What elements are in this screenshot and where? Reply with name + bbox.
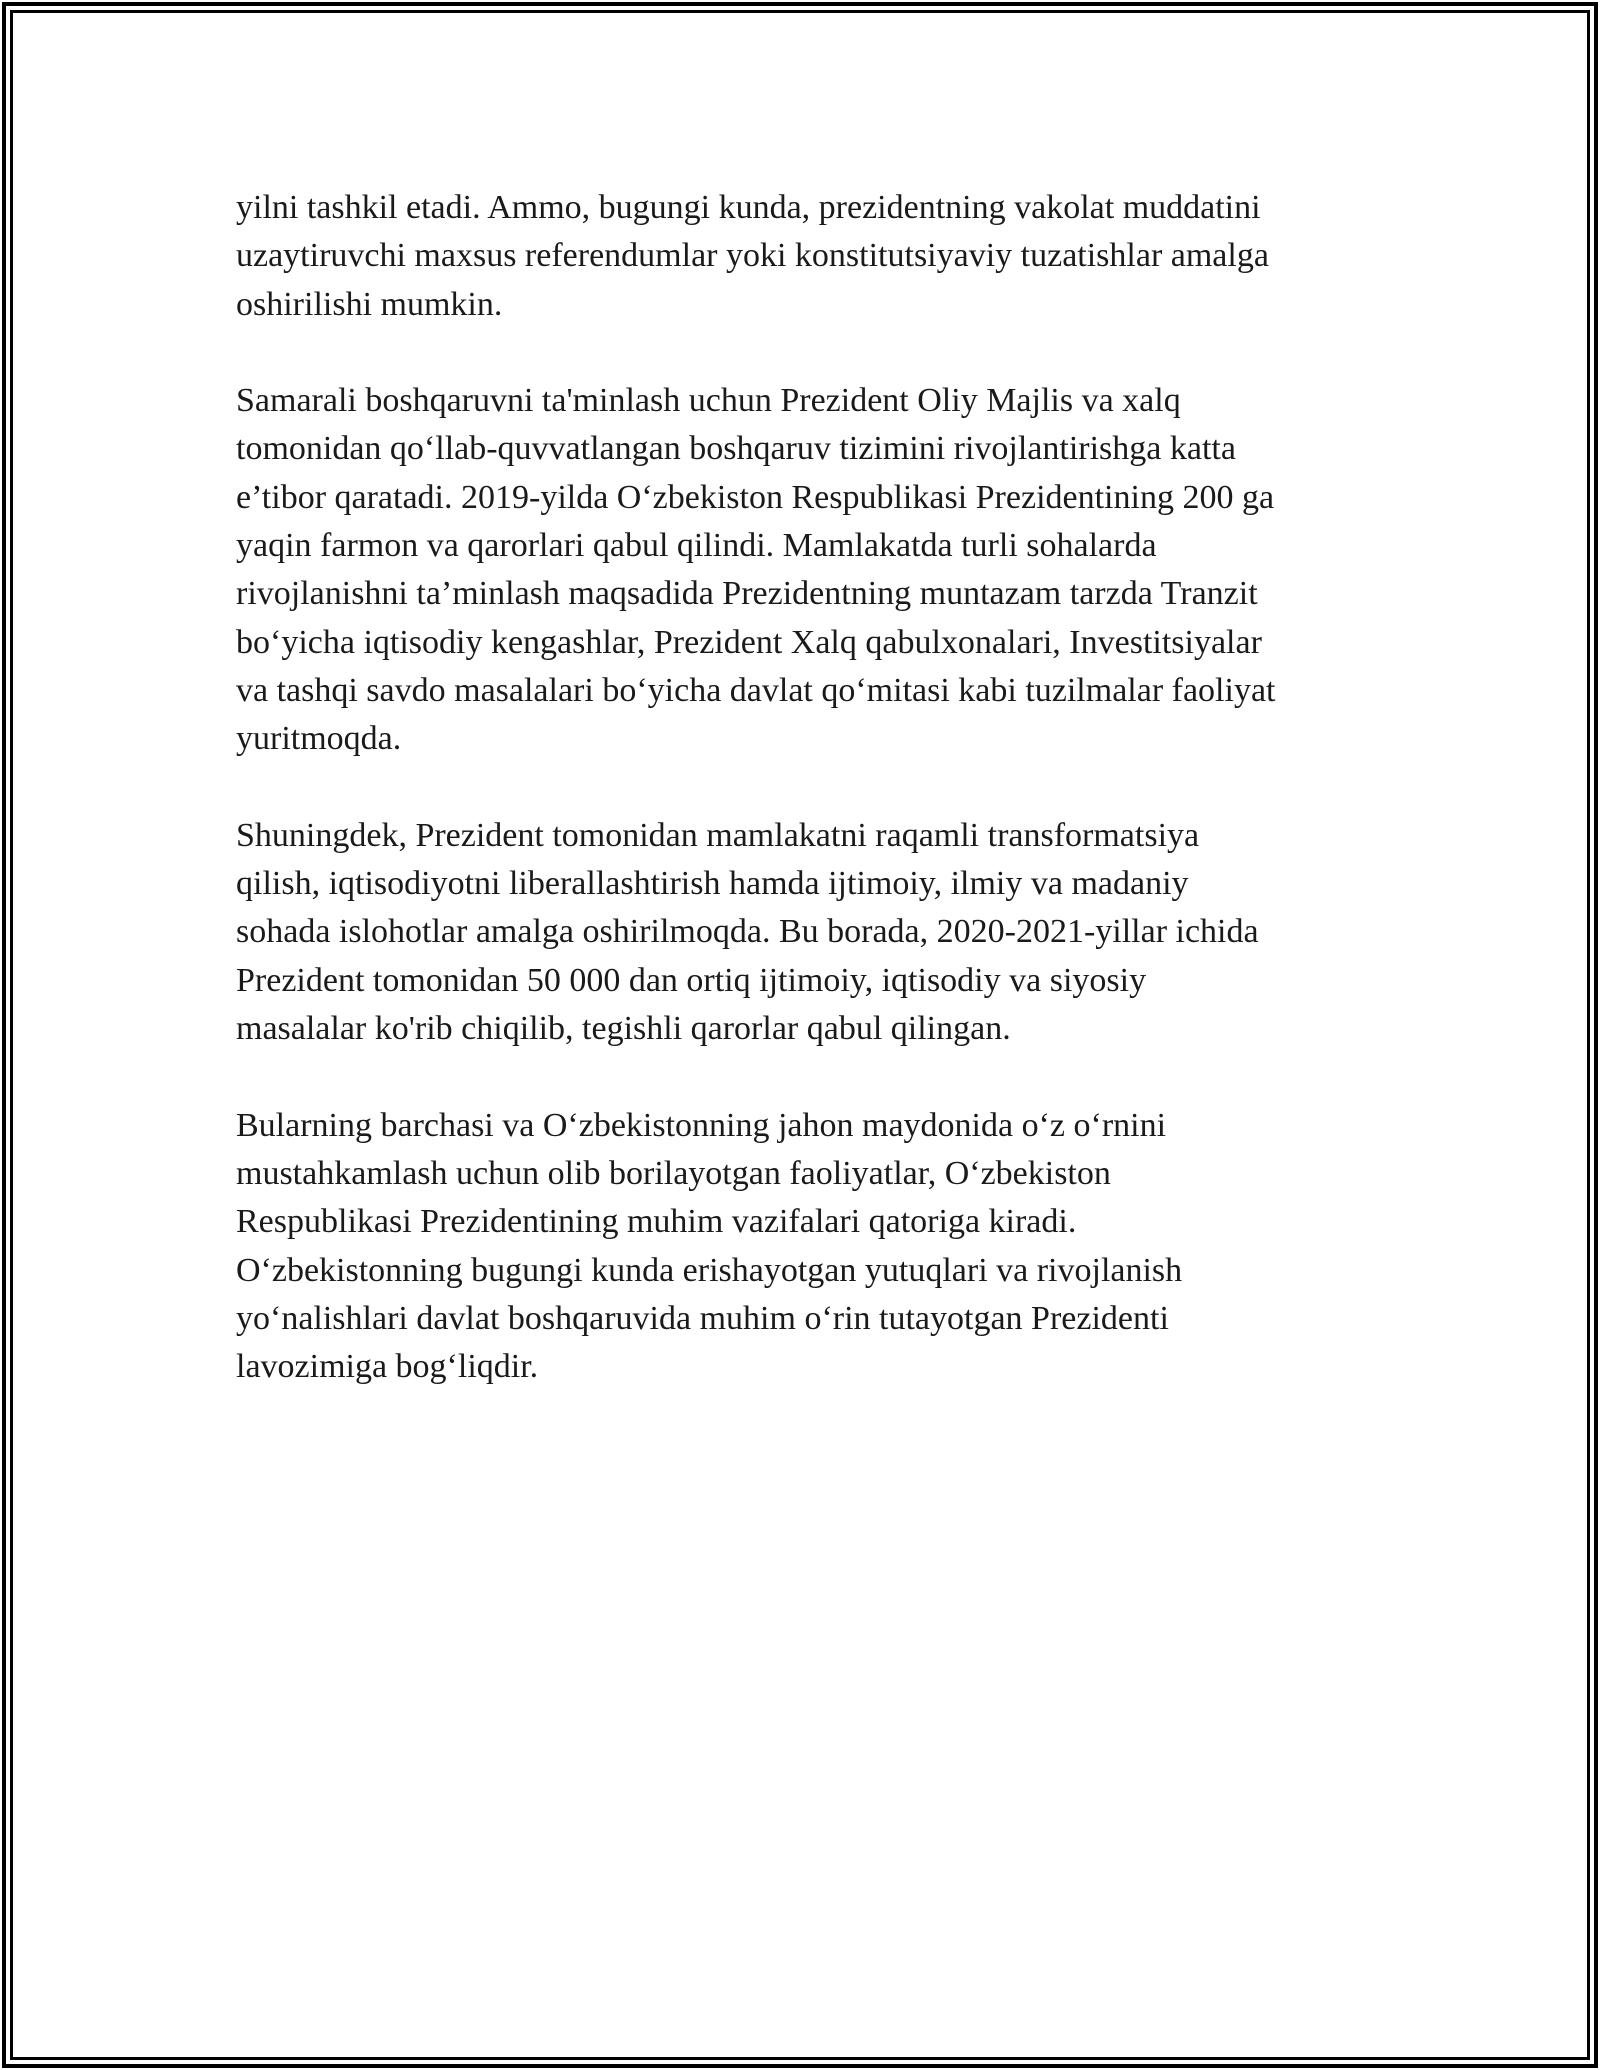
paragraph-line: lavozimiga bog‘liqdir. — [236, 1348, 539, 1386]
paragraph-line: masalalar ko'rib chiqilib, tegishli qarorlar qabul qilingan. — [236, 1010, 1011, 1048]
paragraph-line: Bularning barchasi va O‘zbekistonning jahon maydonida o‘z o‘rnini — [236, 1106, 1167, 1144]
paragraph-line: sohada islohotlar amalga oshirilmoqda. Bu borada, 2020-2021-yillar ichida — [236, 913, 1259, 951]
paragraph-1 — [236, 184, 1376, 329]
paragraph-line: Samarali boshqaruvni ta'minlash uchun Prezident Oliy Majlis va xalq — [236, 382, 1181, 420]
paragraph-line: Prezident tomonidan 50 000 dan ortiq ijtimoiy, iqtisodiy va siyosiy — [236, 961, 1147, 999]
paragraph-line: qilish, iqtisodiyotni liberallashtirish hamda ijtimoiy, ilmiy va madaniy — [236, 865, 1189, 903]
paragraph-line: e’tibor qaratadi. 2019-yilda O‘zbekiston Respublikasi Prezidentining 200 ga — [236, 478, 1275, 516]
paragraph-line: mustahkamlash uchun olib borilayotgan faoliyatlar, O‘zbekiston — [236, 1154, 1111, 1192]
paragraph-line: yuritmoqda. — [236, 720, 402, 758]
paragraph-3 — [236, 812, 1376, 1053]
paragraph-2 — [236, 377, 1376, 763]
paragraph-line: yilni tashkil etadi. Ammo, bugungi kunda, prezidentning vakolat muddatini — [236, 189, 1261, 226]
paragraph-line: O‘zbekistonning bugungi kunda erishayotgan yutuqlari va rivojlanish — [236, 1251, 1183, 1289]
paragraph-line: va tashqi savdo masalalari bo‘yicha davlat qo‘mitasi kabi tuzilmalar faoliyat — [236, 671, 1276, 709]
paragraph-line: bo‘yicha iqtisodiy kengashlar, Prezident Xalq qabulxonalari, Investitsiyalar — [236, 623, 1262, 661]
paragraph-line: yo‘nalishlari davlat boshqaruvida muhim o‘rin tutayotgan Prezidenti — [236, 1299, 1169, 1337]
paragraph-line: Respublikasi Prezidentining muhim vazifalari qatoriga kiradi. — [236, 1203, 1077, 1241]
paragraph-line: uzaytiruvchi maxsus referendumlar yoki konstitutsiyaviy tuzatishlar amalga — [236, 237, 1269, 275]
paragraph-4 — [236, 1102, 1376, 1392]
paragraph-line: oshirilishi mumkin. — [236, 285, 503, 323]
paragraph-line: rivojlanishni ta’minlash maqsadida Prezidentning muntazam tarzda Tranzit — [236, 575, 1258, 613]
paragraph-line: Shuningdek, Prezident tomonidan mamlakatni raqamli transformatsiya — [236, 816, 1200, 854]
paragraph-line: tomonidan qo‘llab-quvvatlangan boshqaruv tizimini rivojlantirishga katta — [236, 430, 1236, 468]
paragraph-line: yaqin farmon va qarorlari qabul qilindi. Mamlakatda turli sohalarda — [236, 527, 1157, 565]
document-body — [236, 184, 1376, 1440]
